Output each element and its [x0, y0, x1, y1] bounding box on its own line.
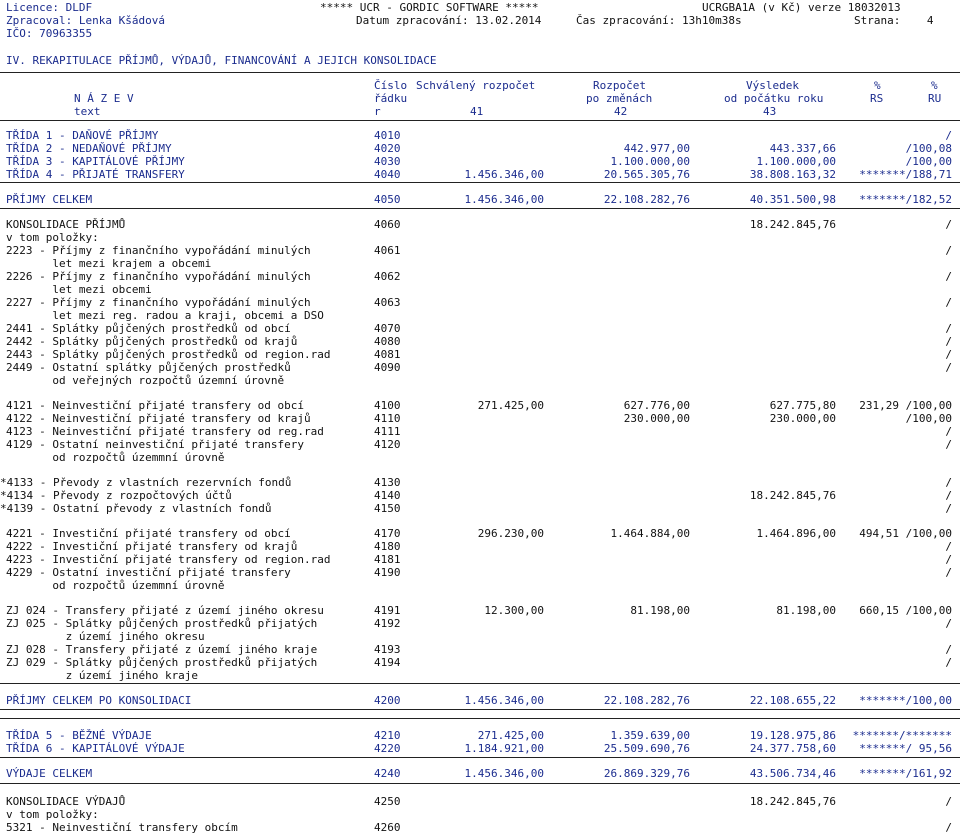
row-text: v tom položky: — [6, 231, 99, 244]
table-row — [0, 270, 960, 283]
col-rozpocet-sub: 42 — [614, 105, 628, 118]
row-vysledek: 627.775,80 — [769, 399, 836, 412]
col-cislo-2: řádku — [374, 92, 408, 105]
row-number: 4130 — [374, 476, 401, 489]
separator-line — [0, 757, 960, 758]
row-rozpocet: 81.198,00 — [630, 604, 690, 617]
row-percent: 494,51 /100,00 — [859, 527, 952, 540]
row-number: 4181 — [374, 553, 401, 566]
row-percent: / — [945, 335, 952, 348]
row-number: 4100 — [374, 399, 401, 412]
row-percent: / — [945, 476, 952, 489]
row-rozpocet: 25.509.690,76 — [603, 742, 690, 755]
row-text: 2226 - Příjmy z finančního vypořádání minulých — [6, 270, 311, 283]
table-row — [0, 566, 960, 579]
ico-text: IČO: 70963355 — [6, 27, 93, 40]
row-number: 4170 — [374, 527, 401, 540]
table-row — [0, 476, 960, 489]
row-text: 2441 - Splátky půjčených prostředků od obcí — [6, 322, 291, 335]
row-number: 4111 — [374, 425, 401, 438]
row-schvaleny: 296.230,00 — [477, 527, 544, 540]
row-number: 4200 — [374, 694, 401, 707]
row-percent: / — [945, 502, 952, 515]
row-percent: / — [945, 438, 952, 451]
col-vysledek-sub: 43 — [763, 105, 777, 118]
row-schvaleny: 1.184.921,00 — [464, 742, 544, 755]
row-percent: /100,00 — [905, 155, 952, 168]
table-row — [0, 412, 960, 425]
separator-line — [0, 182, 960, 183]
row-number: 4010 — [374, 129, 401, 142]
col-nazev-sub: text — [74, 105, 101, 118]
table-row — [0, 694, 960, 707]
row-schvaleny: 1.456.346,00 — [464, 193, 544, 206]
row-number: 4193 — [374, 643, 401, 656]
table-row — [0, 489, 960, 502]
product-banner: ***** UCR - GORDIC SOFTWARE ***** — [320, 1, 539, 14]
table-row — [0, 335, 960, 348]
report-code: UCRGBA1A (v Kč) verze 18032013 — [702, 1, 901, 14]
row-number: 4240 — [374, 767, 401, 780]
col-nazev: N Á Z E V — [74, 92, 134, 105]
table-row — [0, 231, 960, 244]
row-text: 2227 - Příjmy z finančního vypořádání minulých — [6, 296, 311, 309]
page-title: IV. REKAPITULACE PŘÍJMŮ, VÝDAJŮ, FINANCOVÁNÍ A JEJICH KONSOLIDACE — [6, 54, 437, 67]
row-rozpocet: 26.869.329,76 — [603, 767, 690, 780]
row-text: 4221 - Investiční přijaté transfery od obcí — [6, 527, 291, 540]
table-row — [0, 244, 960, 257]
table-row — [0, 579, 960, 592]
table-row — [0, 527, 960, 540]
row-text: *4139 - Ostatní převody z vlastních fondů — [0, 502, 272, 515]
separator-line — [0, 72, 960, 73]
row-number: 4050 — [374, 193, 401, 206]
licence-text: Licence: DLDF — [6, 1, 93, 14]
separator-line — [0, 120, 960, 121]
row-schvaleny: 12.300,00 — [484, 604, 544, 617]
row-text: KONSOLIDACE PŘÍJMŮ — [6, 218, 126, 231]
table-row — [0, 617, 960, 630]
row-text: 4222 - Investiční přijaté transfery od krajů — [6, 540, 298, 553]
row-percent: / — [945, 489, 952, 502]
row-number: 4061 — [374, 244, 401, 257]
col-schvaleny: Schválený rozpočet — [416, 79, 536, 92]
row-percent: / — [945, 540, 952, 553]
row-text: VÝDAJE CELKEM — [6, 767, 93, 780]
row-text: let mezi krajem a obcemi — [6, 257, 212, 270]
row-number: 4040 — [374, 168, 401, 181]
row-number: 4063 — [374, 296, 401, 309]
page-number: Strana: 4 — [854, 14, 934, 27]
row-text: z území jiného okresu — [6, 630, 205, 643]
row-text: ZJ 029 - Splátky půjčených prostředků přijatých — [6, 656, 318, 669]
row-rozpocet: 20.565.305,76 — [603, 168, 690, 181]
row-schvaleny: 1.456.346,00 — [464, 694, 544, 707]
col-vysledek-1: Výsledek — [746, 79, 799, 92]
row-text: 4123 - Neinvestiční přijaté transfery od reg.rad — [6, 425, 324, 438]
table-row — [0, 742, 960, 755]
row-text: v tom položky: — [6, 808, 99, 821]
table-row — [0, 296, 960, 309]
row-text: 4223 - Investiční přijaté transfery od region.rad — [6, 553, 331, 566]
col-rozpocet-1: Rozpočet — [593, 79, 646, 92]
row-vysledek: 18.242.845,76 — [749, 218, 836, 231]
row-rozpocet: 442.977,00 — [623, 142, 690, 155]
table-row — [0, 283, 960, 296]
row-schvaleny: 1.456.346,00 — [464, 767, 544, 780]
table-row — [0, 361, 960, 374]
row-rozpocet: 1.359.639,00 — [610, 729, 690, 742]
row-text: 2449 - Ostatní splátky půjčených prostředků — [6, 361, 291, 374]
row-number: 4081 — [374, 348, 401, 361]
row-percent: / — [945, 296, 952, 309]
row-schvaleny: 271.425,00 — [477, 399, 544, 412]
row-number: 4070 — [374, 322, 401, 335]
row-text: let mezi obcemi — [6, 283, 152, 296]
table-row — [0, 553, 960, 566]
table-row — [0, 348, 960, 361]
processing-date: Datum zpracování: 13.02.2014 — [356, 14, 542, 27]
table-row — [0, 604, 960, 617]
row-number: 4140 — [374, 489, 401, 502]
col-rozpocet-2: po změnách — [586, 92, 653, 105]
row-percent: / — [945, 425, 952, 438]
row-number: 4090 — [374, 361, 401, 374]
row-percent: / — [945, 656, 952, 669]
row-percent: / — [945, 617, 952, 630]
row-percent: / — [945, 270, 952, 283]
row-text: *4134 - Převody z rozpočtových účtů — [0, 489, 232, 502]
row-number: 4180 — [374, 540, 401, 553]
row-number: 4194 — [374, 656, 401, 669]
row-vysledek: 443.337,66 — [769, 142, 836, 155]
row-percent: /100,00 — [905, 412, 952, 425]
row-number: 4260 — [374, 821, 401, 834]
row-number: 4030 — [374, 155, 401, 168]
row-rozpocet: 1.100.000,00 — [610, 155, 690, 168]
separator-line — [0, 718, 960, 719]
col-ru-2: RU — [928, 92, 942, 105]
row-number: 4110 — [374, 412, 401, 425]
row-text: KONSOLIDACE VÝDAJŮ — [6, 795, 126, 808]
table-row — [0, 821, 960, 834]
row-text: TŘÍDA 1 - DAŇOVÉ PŘÍJMY — [6, 129, 159, 142]
table-row — [0, 155, 960, 168]
row-text: ZJ 024 - Transfery přijaté z území jiného okresu — [6, 604, 324, 617]
row-text: TŘÍDA 2 - NEDAŇOVÉ PŘÍJMY — [6, 142, 172, 155]
table-row — [0, 729, 960, 742]
col-vysledek-2: od počátku roku — [724, 92, 824, 105]
processed-by: Zpracoval: Lenka Kšádová — [6, 14, 165, 27]
row-number: 4120 — [374, 438, 401, 451]
row-number: 4062 — [374, 270, 401, 283]
row-number: 4220 — [374, 742, 401, 755]
row-percent: 231,29 /100,00 — [859, 399, 952, 412]
row-text: PŘÍJMY CELKEM PO KONSOLIDACI — [6, 694, 192, 707]
row-text: TŘÍDA 3 - KAPITÁLOVÉ PŘÍJMY — [6, 155, 185, 168]
row-percent: / — [945, 244, 952, 257]
row-text: TŘÍDA 5 - BĚŽNÉ VÝDAJE — [6, 729, 152, 742]
row-number: 4210 — [374, 729, 401, 742]
row-text: let mezi reg. radou a kraji, obcemi a DSO — [6, 309, 324, 322]
row-vysledek: 230.000,00 — [769, 412, 836, 425]
row-percent: 660,15 /100,00 — [859, 604, 952, 617]
row-text: *4133 - Převody z vlastních rezervních fondů — [0, 476, 292, 489]
row-percent: *******/188,71 — [859, 168, 952, 181]
table-row — [0, 129, 960, 142]
table-row — [0, 425, 960, 438]
row-number: 4020 — [374, 142, 401, 155]
row-percent: / — [945, 348, 952, 361]
row-number: 4080 — [374, 335, 401, 348]
row-text: ZJ 025 - Splátky půjčených prostředků přijatých — [6, 617, 318, 630]
table-row — [0, 502, 960, 515]
report-header-line-3 — [6, 27, 956, 40]
row-vysledek: 22.108.655,22 — [749, 694, 836, 707]
row-schvaleny: 271.425,00 — [477, 729, 544, 742]
row-number: 4250 — [374, 795, 401, 808]
table-row — [0, 168, 960, 181]
table-row — [0, 374, 960, 387]
row-vysledek: 1.100.000,00 — [756, 155, 836, 168]
row-text: ZJ 028 - Transfery přijaté z území jiného kraje — [6, 643, 318, 656]
table-row — [0, 656, 960, 669]
table-row — [0, 795, 960, 808]
row-vysledek: 18.242.845,76 — [749, 489, 836, 502]
row-text: TŘÍDA 6 - KAPITÁLOVÉ VÝDAJE — [6, 742, 185, 755]
row-text: 4229 - Ostatní investiční přijaté transfery — [6, 566, 291, 579]
row-percent: / — [945, 795, 952, 808]
row-percent: / — [945, 218, 952, 231]
separator-line — [0, 208, 960, 209]
row-text: 2443 - Splátky půjčených prostředků od region.rad — [6, 348, 331, 361]
table-row — [0, 540, 960, 553]
row-percent: / — [945, 643, 952, 656]
table-row — [0, 399, 960, 412]
separator-line — [0, 683, 960, 684]
row-text: od veřejných rozpočtů územní úrovně — [6, 374, 285, 387]
row-vysledek: 24.377.758,60 — [749, 742, 836, 755]
row-vysledek: 1.464.896,00 — [756, 527, 836, 540]
col-rs-2: RS — [870, 92, 884, 105]
row-percent: / — [945, 129, 952, 142]
table-row — [0, 438, 960, 451]
row-text: 4129 - Ostatní neinvestiční přijaté transfery — [6, 438, 305, 451]
row-vysledek: 81.198,00 — [776, 604, 836, 617]
row-text: od rozpočtů územmní úrovně — [6, 451, 225, 464]
row-text: 2442 - Splátky půjčených prostředků od krajů — [6, 335, 298, 348]
table-row — [0, 669, 960, 682]
table-row — [0, 767, 960, 780]
row-vysledek: 18.242.845,76 — [749, 795, 836, 808]
table-row — [0, 257, 960, 270]
report-header-line-1 — [6, 1, 956, 14]
row-text: 5321 - Neinvestiční transfery obcím — [6, 821, 238, 834]
row-text: 4122 - Neinvestiční přijaté transfery od krajů — [6, 412, 311, 425]
row-percent: /100,08 — [905, 142, 952, 155]
table-row — [0, 643, 960, 656]
row-percent: / — [945, 553, 952, 566]
row-number: 4190 — [374, 566, 401, 579]
separator-line — [0, 709, 960, 710]
row-text: TŘÍDA 4 - PŘIJATÉ TRANSFERY — [6, 168, 185, 181]
row-text: z území jiného kraje — [6, 669, 199, 682]
row-text: 2223 - Příjmy z finančního vypořádání minulých — [6, 244, 311, 257]
row-percent: *******/******* — [852, 729, 952, 742]
row-percent: *******/100,00 — [859, 694, 952, 707]
row-percent: / — [945, 821, 952, 834]
row-number: 4060 — [374, 218, 401, 231]
row-text: PŘÍJMY CELKEM — [6, 193, 93, 206]
row-percent: *******/ 95,56 — [859, 742, 952, 755]
row-percent: *******/161,92 — [859, 767, 952, 780]
row-number: 4191 — [374, 604, 401, 617]
separator-line — [0, 783, 960, 784]
row-percent: / — [945, 566, 952, 579]
table-row — [0, 309, 960, 322]
row-rozpocet: 22.108.282,76 — [603, 694, 690, 707]
row-vysledek: 38.808.163,32 — [749, 168, 836, 181]
col-cislo-3: r — [374, 105, 381, 118]
table-row — [0, 218, 960, 231]
table-row — [0, 808, 960, 821]
row-rozpocet: 230.000,00 — [623, 412, 690, 425]
row-vysledek: 19.128.975,86 — [749, 729, 836, 742]
table-row — [0, 451, 960, 464]
processing-time: Čas zpracování: 13h10m38s — [576, 14, 742, 27]
row-text: 4121 - Neinvestiční přijaté transfery od obcí — [6, 399, 305, 412]
row-rozpocet: 627.776,00 — [623, 399, 690, 412]
table-row — [0, 630, 960, 643]
report-header-line-2 — [6, 14, 956, 27]
row-rozpocet: 22.108.282,76 — [603, 193, 690, 206]
col-cislo-1: Číslo — [374, 79, 408, 92]
row-percent: *******/182,52 — [859, 193, 952, 206]
row-percent: / — [945, 322, 952, 335]
row-percent: / — [945, 361, 952, 374]
row-text: od rozpočtů územmní úrovně — [6, 579, 225, 592]
col-schvaleny-sub: 41 — [470, 105, 484, 118]
table-row — [0, 142, 960, 155]
table-row — [0, 193, 960, 206]
row-vysledek: 43.506.734,46 — [749, 767, 836, 780]
col-ru-1: % — [931, 79, 938, 92]
row-rozpocet: 1.464.884,00 — [610, 527, 690, 540]
row-number: 4150 — [374, 502, 401, 515]
col-rs-1: % — [874, 79, 881, 92]
row-vysledek: 40.351.500,98 — [749, 193, 836, 206]
row-schvaleny: 1.456.346,00 — [464, 168, 544, 181]
table-row — [0, 322, 960, 335]
row-number: 4192 — [374, 617, 401, 630]
